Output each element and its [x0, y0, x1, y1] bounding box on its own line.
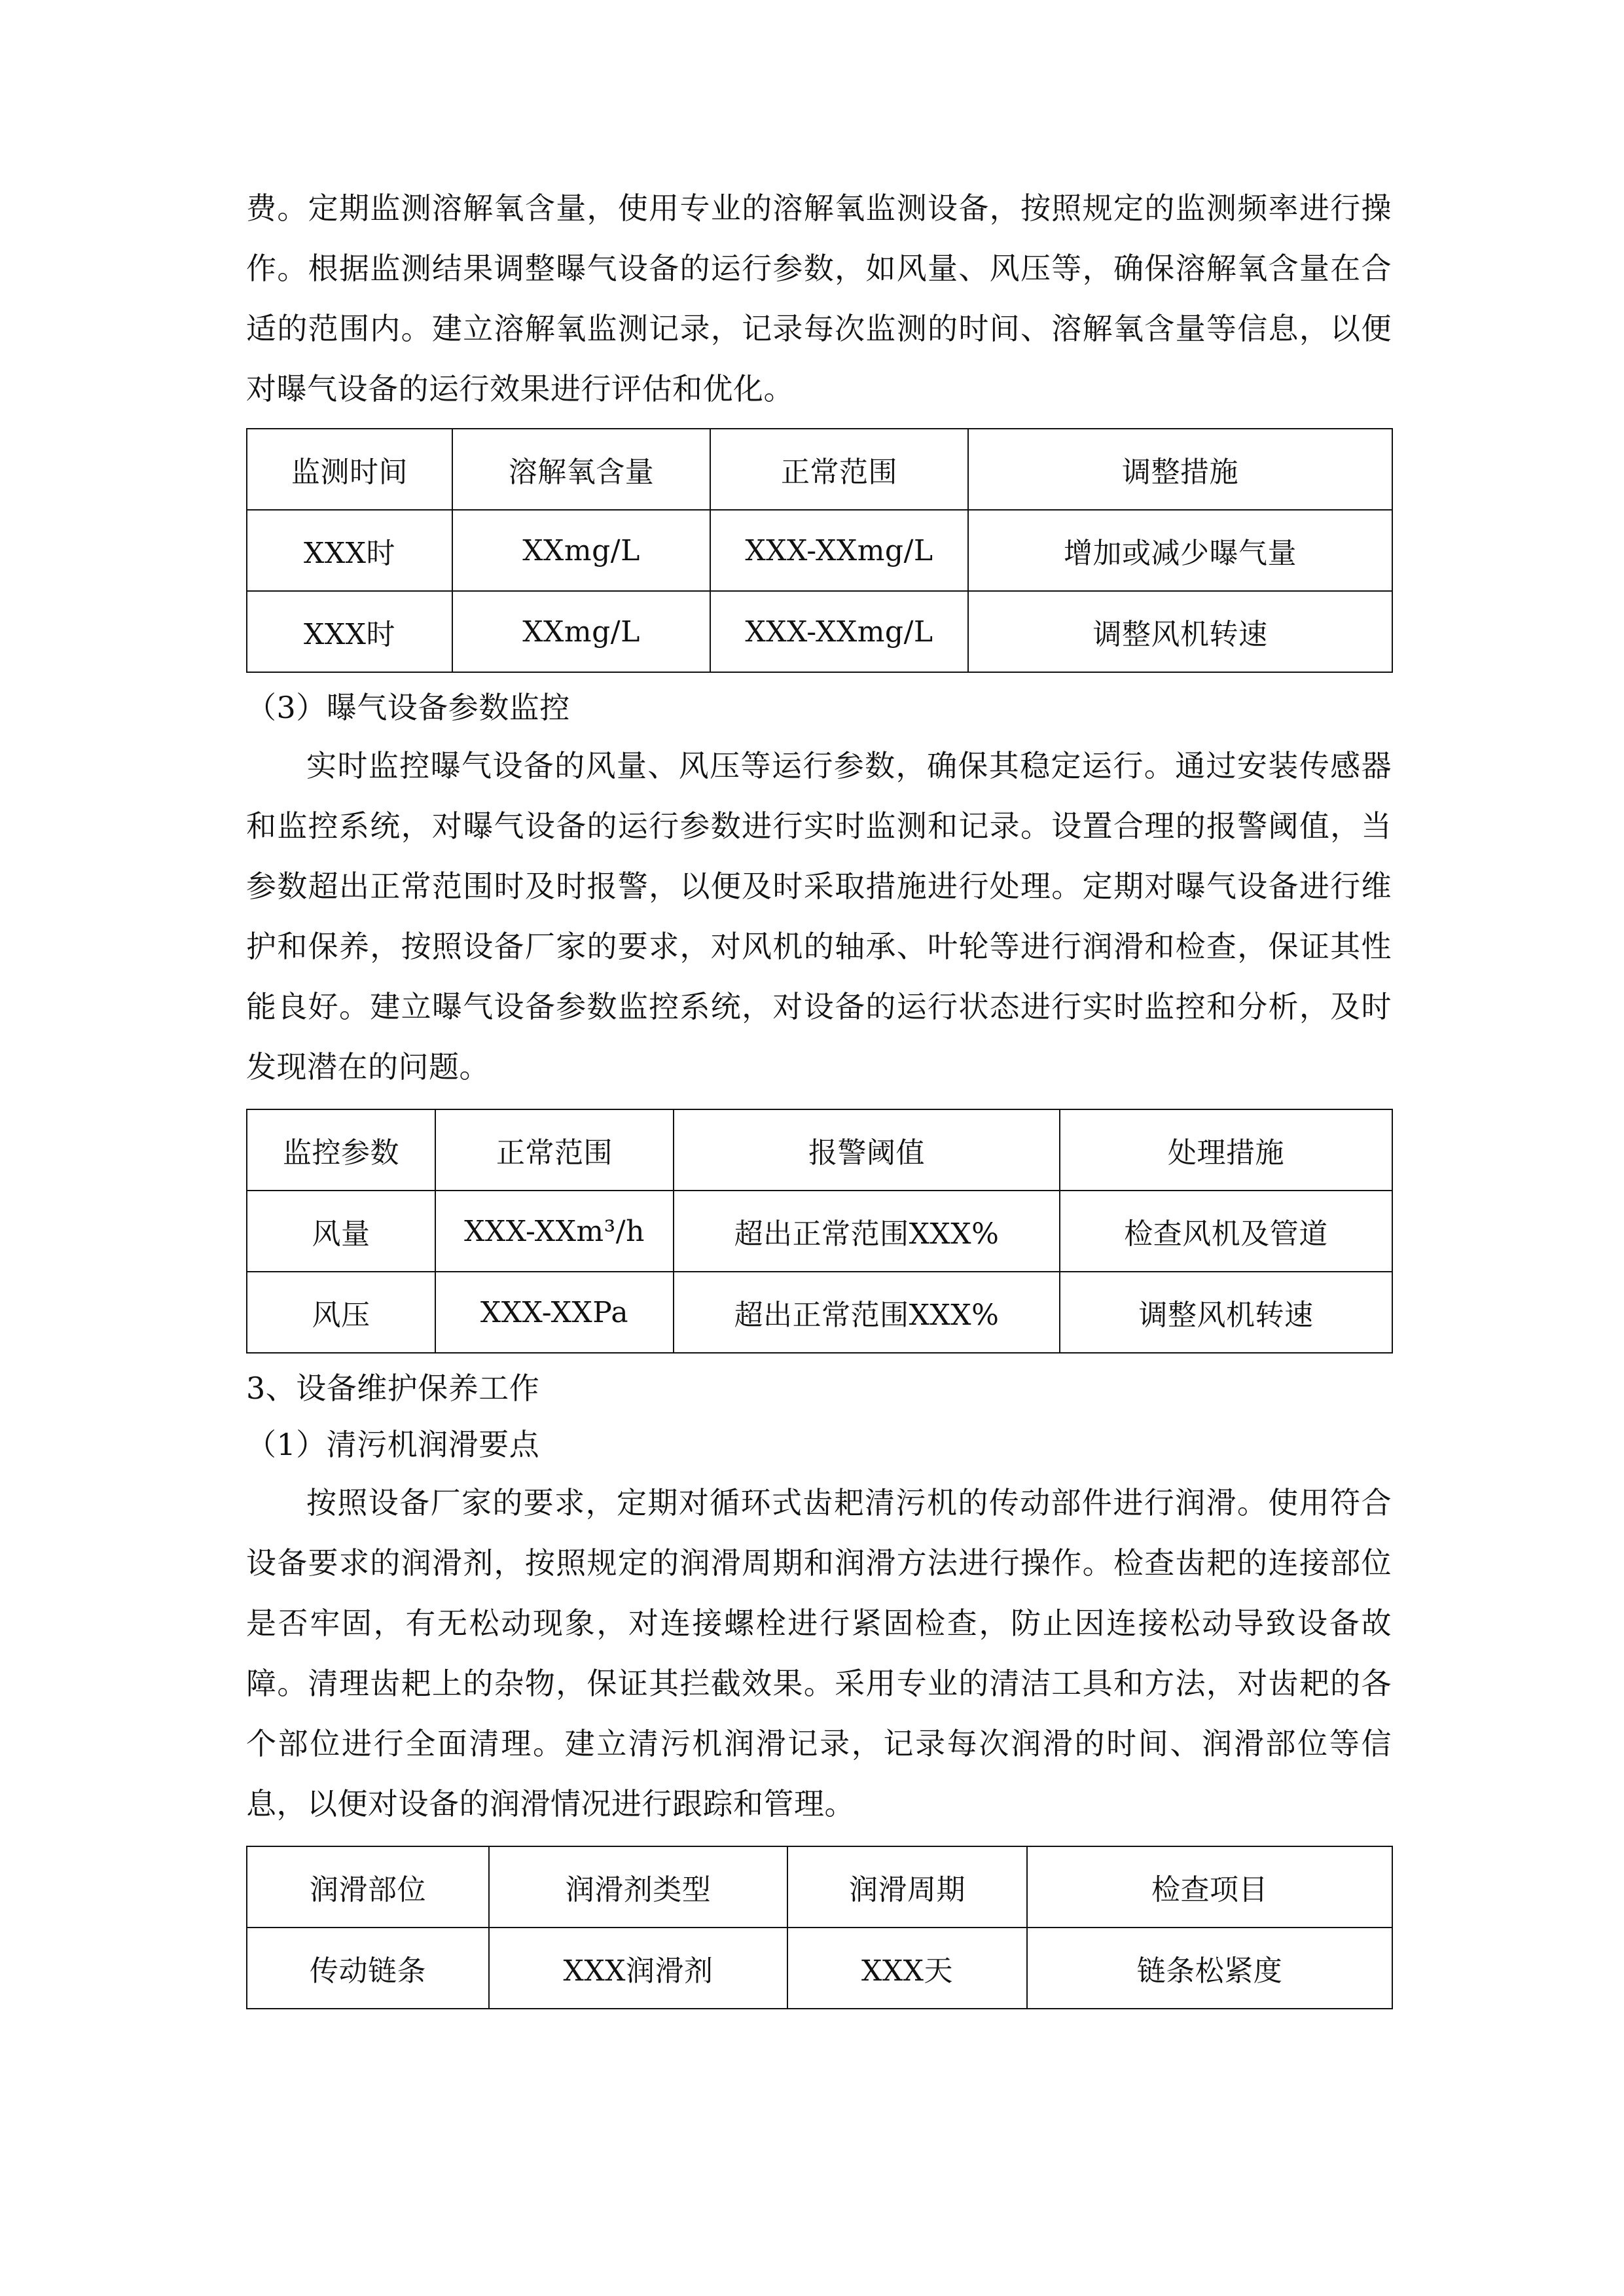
- table-cell: XXX天: [787, 1928, 1027, 2009]
- lubrication-table: [246, 1846, 1393, 2009]
- table-header-row: [247, 1846, 1392, 1928]
- table-cell: 风量: [247, 1191, 435, 1272]
- table-cell: 超出正常范围XXX%: [674, 1191, 1060, 1272]
- table-header-cell: 检查项目: [1027, 1846, 1392, 1928]
- aeration-monitoring-paragraph: 实时监控曝气设备的风量、风压等运行参数，确保其稳定运行。通过安装传感器和监控系统，对曝气设备的运行参数进行实时监测和记录。设置合理的报警阈值，当参数超出正常范围时及时报警，以便及时采取措施进行处理。定期对曝气设备进行维护和保养，按照设备厂家的要求，对风机的轴承、叶轮等进行润滑和检查，保证其性能良好。建立曝气设备参数监控系统，对设备的运行状态进行实时监控和分析，及时发现潜在的问题。: [246, 748, 1392, 1085]
- table-header-cell: 报警阈值: [674, 1109, 1060, 1191]
- table-row: [247, 1272, 1392, 1353]
- table-cell: 调整风机转速: [968, 591, 1392, 672]
- table-header-row: [247, 1109, 1392, 1191]
- table-cell: 检查风机及管道: [1060, 1191, 1392, 1272]
- table-header-row: [247, 429, 1392, 510]
- table-header-cell: 润滑剂类型: [489, 1846, 787, 1928]
- section-heading-aeration-monitoring: （3）曝气设备参数监控: [246, 690, 570, 725]
- lubrication-paragraph: 按照设备厂家的要求，定期对循环式齿耙清污机的传动部件进行润滑。使用符合设备要求的润滑剂，按照规定的润滑周期和润滑方法进行操作。检查齿耙的连接部位是否牢固，有无松动现象，对连接螺栓进行紧固检查，防止因连接松动导致设备故障。清理齿耙上的杂物，保证其拦截效果。采用专业的清洁工具和方法，对齿耙的各个部位进行全面清理。建立清污机润滑记录，记录每次润滑的时间、润滑部位等信息，以便对设备的润滑情况进行跟踪和管理。: [246, 1485, 1392, 1821]
- aeration-parameter-table: [246, 1109, 1393, 1354]
- table-cell: XXX-XXm³/h: [435, 1191, 674, 1272]
- table-cell: 增加或减少曝气量: [968, 510, 1392, 591]
- table-row: [247, 510, 1392, 591]
- section-heading-lubrication: （1）清污机润滑要点: [246, 1427, 540, 1462]
- dissolved-oxygen-table: [246, 428, 1393, 673]
- chapter-heading-maintenance: 3、设备维护保养工作: [246, 1371, 540, 1406]
- table-cell: XXX-XXmg/L: [710, 591, 968, 672]
- document-content: [246, 178, 1392, 2016]
- table-row: [247, 1928, 1392, 2009]
- table-cell: XXX-XXPa: [435, 1272, 674, 1353]
- table-cell: XXX时: [247, 591, 452, 672]
- table-header-cell: 润滑部位: [247, 1846, 489, 1928]
- table-cell: XXX润滑剂: [489, 1928, 787, 2009]
- table-header-cell: 监控参数: [247, 1109, 435, 1191]
- table-header-cell: 溶解氧含量: [452, 429, 710, 510]
- intro-paragraph: 费。定期监测溶解氧含量，使用专业的溶解氧监测设备，按照规定的监测频率进行操作。根据监测结果调整曝气设备的运行参数，如风量、风压等，确保溶解氧含量在合适的范围内。建立溶解氧监测记录，记录每次监测的时间、溶解氧含量等信息，以便对曝气设备的运行效果进行评估和优化。: [246, 190, 1392, 406]
- table-header-cell: 监测时间: [247, 429, 452, 510]
- table-cell: 传动链条: [247, 1928, 489, 2009]
- table-row: [247, 591, 1392, 672]
- table-cell: XXmg/L: [452, 591, 710, 672]
- table-cell: XXmg/L: [452, 510, 710, 591]
- table-cell: 风压: [247, 1272, 435, 1353]
- table-cell: XXX-XXmg/L: [710, 510, 968, 591]
- table-cell: 调整风机转速: [1060, 1272, 1392, 1353]
- table-header-cell: 正常范围: [710, 429, 968, 510]
- table-header-cell: 润滑周期: [787, 1846, 1027, 1928]
- table-cell: 链条松紧度: [1027, 1928, 1392, 2009]
- table-header-cell: 正常范围: [435, 1109, 674, 1191]
- table-cell: 超出正常范围XXX%: [674, 1272, 1060, 1353]
- table-header-cell: 处理措施: [1060, 1109, 1392, 1191]
- table-cell: XXX时: [247, 510, 452, 591]
- table-header-cell: 调整措施: [968, 429, 1392, 510]
- table-row: [247, 1191, 1392, 1272]
